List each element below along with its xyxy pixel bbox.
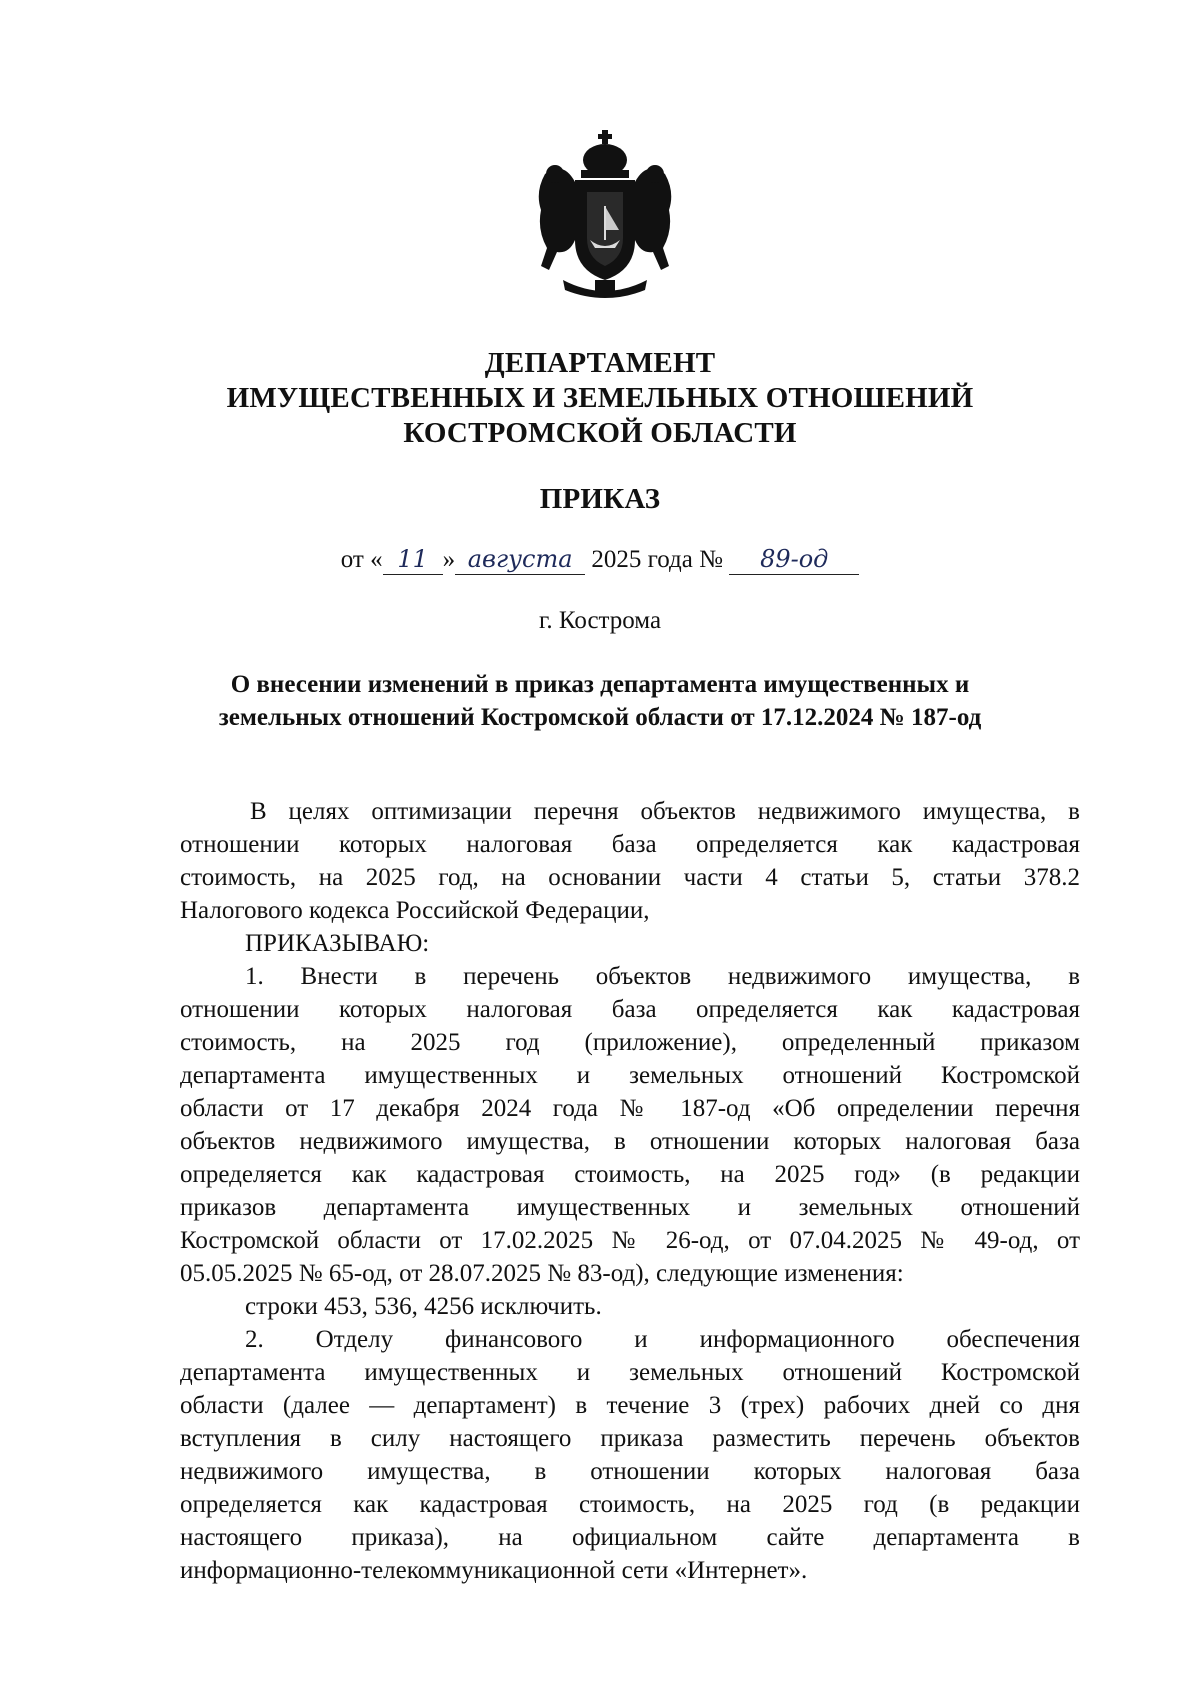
date-quote-close: » (442, 546, 456, 573)
body-line: департамента имущественных и земельных отношений Костромской (180, 1062, 1080, 1089)
body-line: отношении которых налоговая база определяется как кадастровая (180, 996, 1080, 1023)
coat-of-arms-icon (535, 130, 675, 298)
body-line: объектов недвижимого имущества, в отношении которых налоговая база (180, 1128, 1080, 1155)
department-name-line-1: ДЕПАРТАМЕНТ (484, 347, 716, 379)
body-line: информационно-телекоммуникационной сети «Интернет». (180, 1557, 808, 1584)
subject-line-1: О внесении изменений в приказ департамента имущественных и (230, 671, 970, 698)
body-line: определяется как кадастровая стоимость, на 2025 год (в редакции (180, 1491, 1080, 1518)
date-year-text: 2025 года № (591, 546, 723, 573)
body-line: стоимость, на 2025 год, на основании части 4 статьи 5, статьи 378.2 (180, 864, 1080, 891)
body-line: департамента имущественных и земельных отношений Костромской (180, 1359, 1080, 1386)
body-line: недвижимого имущества, в отношении которых налоговая база (180, 1458, 1080, 1485)
body-line: стоимость, на 2025 год (приложение), определенный приказом (180, 1029, 1080, 1056)
body-line: 2. Отделу финансового и информационного обеспечения (245, 1326, 1080, 1353)
order-date-line (0, 545, 1200, 575)
body-line: приказов департамента имущественных и земельных отношений (180, 1194, 1080, 1221)
handwritten-month: августа (455, 546, 585, 575)
body-line: 05.05.2025 № 65-од, от 28.07.2025 № 83-од), следующие изменения: (180, 1260, 904, 1287)
body-line: строки 453, 536, 4256 исключить. (245, 1293, 602, 1320)
date-prefix: от « (340, 546, 383, 573)
handwritten-order-number: 89-од (729, 546, 859, 575)
body-line: настоящего приказа), на официальном сайте департамента в (180, 1524, 1080, 1551)
body-line: В целях оптимизации перечня объектов недвижимого имущества, в (250, 798, 1080, 825)
subject-line-2: земельных отношений Костромской области от 17.12.2024 № 187-од (218, 704, 982, 731)
body-line: отношении которых налоговая база определяется как кадастровая (180, 831, 1080, 858)
department-name-line-3: КОСТРОМСКОЙ ОБЛАСТИ (403, 417, 797, 449)
body-line: 1. Внести в перечень объектов недвижимого имущества, в (245, 963, 1080, 990)
document-type-title: ПРИКАЗ (539, 483, 661, 515)
handwritten-day: 11 (383, 546, 443, 575)
body-line-prikazyvayu: ПРИКАЗЫВАЮ: (245, 930, 430, 957)
body-line: области от 17 декабря 2024 года № 187-од «Об определении перечня (180, 1095, 1080, 1122)
body-line: Костромской области от 17.02.2025 № 26-од, от 07.04.2025 № 49-од, от (180, 1227, 1080, 1254)
body-line: определяется как кадастровая стоимость, на 2025 год» (в редакции (180, 1161, 1080, 1188)
city-line: г. Кострома (538, 607, 662, 634)
body-line: Налогового кодекса Российской Федерации, (180, 897, 650, 924)
body-line: вступления в силу настоящего приказа разместить перечень объектов (180, 1425, 1080, 1452)
body-line: области (далее — департамент) в течение 3 (трех) рабочих дней со дня (180, 1392, 1080, 1419)
department-name-line-2: ИМУЩЕСТВЕННЫХ И ЗЕМЕЛЬНЫХ ОТНОШЕНИЙ (226, 382, 974, 414)
